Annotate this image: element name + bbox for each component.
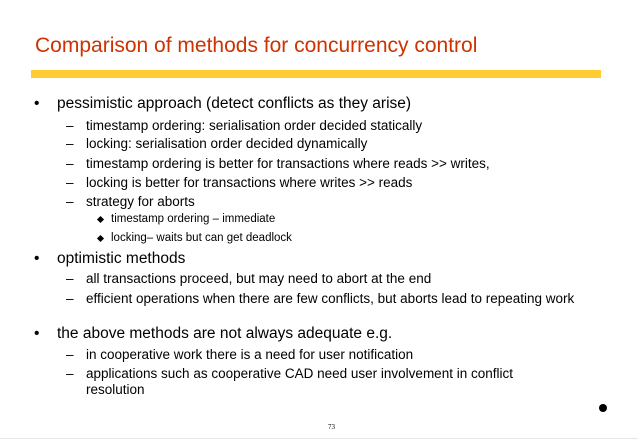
bullet-adequacy — [34, 325, 393, 343]
dash-icon: – — [66, 194, 74, 209]
sub-item-text: strategy for aborts — [86, 194, 195, 209]
sub-item-text: applications such as cooperative CAD need user involvement in conflict resolution — [86, 366, 513, 397]
sub-item-text: timestamp ordering: serialisation order decided statically — [86, 118, 423, 133]
sub-item — [66, 347, 414, 363]
sub-item — [66, 156, 490, 172]
sub-item — [66, 175, 413, 191]
bullet-dot-icon: • — [34, 95, 40, 112]
title-accent-bar — [31, 70, 601, 78]
dash-icon: – — [66, 366, 74, 381]
dash-icon: – — [66, 271, 74, 286]
sub-item — [66, 118, 423, 134]
bullet-text: pessimistic approach (detect conflicts as they arise) — [57, 95, 412, 112]
sub-item — [66, 136, 368, 152]
sub-item — [66, 366, 571, 398]
sub-sub-item-text: timestamp ordering – immediate — [111, 213, 276, 225]
sub-sub-item-text: locking– waits but can get deadlock — [111, 232, 292, 244]
sub-item-text: locking: serialisation order decided dynamically — [86, 136, 368, 151]
sub-item-text: in cooperative work there is a need for user notification — [86, 347, 414, 362]
sub-sub-item — [111, 232, 292, 244]
sub-item — [66, 194, 195, 210]
bullet-dot-icon: • — [34, 325, 40, 342]
slide-title: Comparison of methods for concurrency control — [35, 34, 478, 57]
bottom-divider — [0, 438, 638, 439]
sub-item — [66, 271, 432, 287]
dash-icon: – — [66, 291, 74, 306]
bullet-text: optimistic methods — [57, 250, 186, 267]
corner-dot-icon — [599, 404, 607, 412]
page-number: 73 — [328, 423, 335, 431]
bullet-text: the above methods are not always adequate e.g. — [57, 325, 393, 342]
sub-item-text: efficient operations when there are few conflicts, but aborts lead to repeating work — [86, 291, 575, 306]
sub-item-text: timestamp ordering is better for transactions where reads >> writes, — [86, 156, 490, 171]
dash-icon: – — [66, 347, 74, 362]
sub-sub-item — [111, 213, 275, 225]
dash-icon: – — [66, 156, 74, 171]
dash-icon: – — [66, 175, 74, 190]
bullet-optimistic — [34, 250, 186, 268]
diamond-icon — [97, 216, 104, 223]
bullet-dot-icon: • — [34, 250, 40, 267]
dash-icon: – — [66, 136, 74, 151]
sub-item — [66, 291, 606, 307]
sub-item-text: locking is better for transactions where writes >> reads — [86, 175, 413, 190]
dash-icon: – — [66, 118, 74, 133]
bullet-pessimistic — [34, 95, 412, 113]
sub-item-text: all transactions proceed, but may need to abort at the end — [86, 271, 432, 286]
diamond-icon — [97, 235, 104, 242]
